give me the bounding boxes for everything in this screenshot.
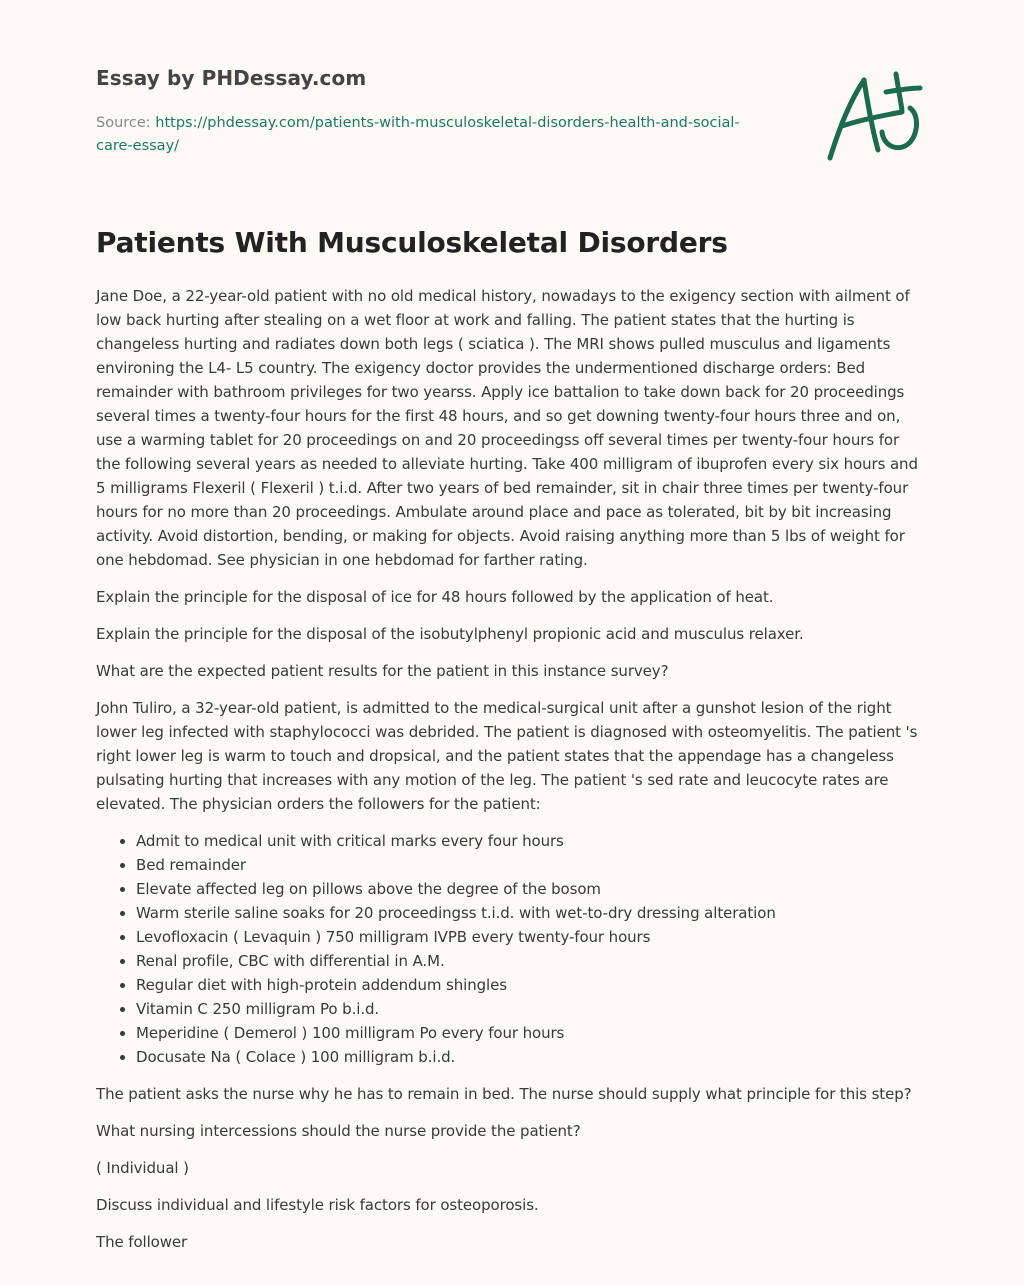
source-link[interactable]: https://phdessay.com/patients-with-musculoskeletal-disorders-health-and-social-care-essay/ [96, 115, 740, 154]
paragraph-truncated: The follower [96, 1233, 188, 1251]
a-plus-logo-icon [820, 66, 930, 166]
list-item: • Bed remainder [136, 853, 926, 877]
paragraph-question-5: What nursing intercessions should the nurse provide the patient? [96, 1122, 581, 1140]
physician-orders-list [96, 829, 926, 1069]
site-brand: Essay by PHDessay.com [96, 66, 367, 90]
list-item: • Regular diet with high-protein addendum shingles [136, 973, 926, 997]
essay-body [96, 284, 926, 1267]
source-line [96, 112, 776, 158]
essay-title: Patients With Musculoskeletal Disorders [96, 226, 728, 259]
list-item: • Warm sterile saline soaks for 20 proceedingss t.i.d. with wet-to-dry dressing alteration [136, 901, 926, 925]
paragraph-question-2: Explain the principle for the disposal of the isobutylphenyl propionic acid and musculus relaxer. [96, 625, 804, 643]
list-item: • Elevate affected leg on pillows above the degree of the bosom [136, 877, 926, 901]
list-item: • Docusate Na ( Colace ) 100 milligram b.i.d. [136, 1045, 926, 1069]
list-item: • Admit to medical unit with critical marks every four hours [136, 829, 926, 853]
paragraph-question-4: The patient asks the nurse why he has to remain in bed. The nurse should supply what principle for this step? [96, 1085, 912, 1103]
paragraph-note: ( Individual ) [96, 1159, 189, 1177]
list-item: • Vitamin C 250 milligram Po b.i.d. [136, 997, 926, 1021]
list-item: • Renal profile, CBC with differential in A.M. [136, 949, 926, 973]
paragraph-case-1: Jane Doe, a 22-year-old patient with no old medical history, nowadays to the exigency section with ailment of low back hurting after stealing on a wet floor at work and falling. The patient states that the hurting is changeless hurting and radiates down both legs ( sciatica ). The MRI shows pulled musculus and ligaments environing the L4- L5 country. The exigency doctor provides the undermentioned discharge orders: Bed remainder with bathroom privileges for two yearss. Apply ice battalion to take down back for 20 proceedings several times a twenty-four hours for the first 48 hours, and so get downing twenty-four hours three and on, use a warming tablet for 20 proceedings on and 20 proceedingss off several times per twenty-four hours for the following several years as needed to alleviate hurting. Take 400 milligram of ibuprofen every six hours and 5 milligrams Flexeril ( Flexeril ) t.i.d. After two years of bed remainder, sit in chair three times per twenty-four hours for no more than 20 proceedings. Ambulate around place and pace as tolerated, bit by bit increasing activity. Avoid distortion, bending, or making for objects. Avoid raising anything more than 5 lbs of weight for one hebdomad. See physician in one hebdomad for farther rating. [96, 287, 918, 569]
paragraph-question-6: Discuss individual and lifestyle risk factors for osteoporosis. [96, 1196, 539, 1214]
source-label: Source: [96, 115, 151, 131]
paragraph-question-3: What are the expected patient results for the patient in this instance survey? [96, 662, 669, 680]
list-item: • Levofloxacin ( Levaquin ) 750 milligram IVPB every twenty-four hours [136, 925, 926, 949]
list-item: • Meperidine ( Demerol ) 100 milligram Po every four hours [136, 1021, 926, 1045]
paragraph-question-1: Explain the principle for the disposal of ice for 48 hours followed by the application of heat. [96, 588, 774, 606]
paragraph-case-2: John Tuliro, a 32-year-old patient, is admitted to the medical-surgical unit after a gunshot lesion of the right lower leg infected with staphylococci was debrided. The patient is diagnosed with osteomyelitis. The patient 's right lower leg is warm to touch and dropsical, and the patient states that the appendage has a changeless pulsating hurting that increases with any motion of the leg. The patient 's sed rate and leucocyte rates are elevated. The physician orders the followers for the patient: [96, 699, 918, 813]
